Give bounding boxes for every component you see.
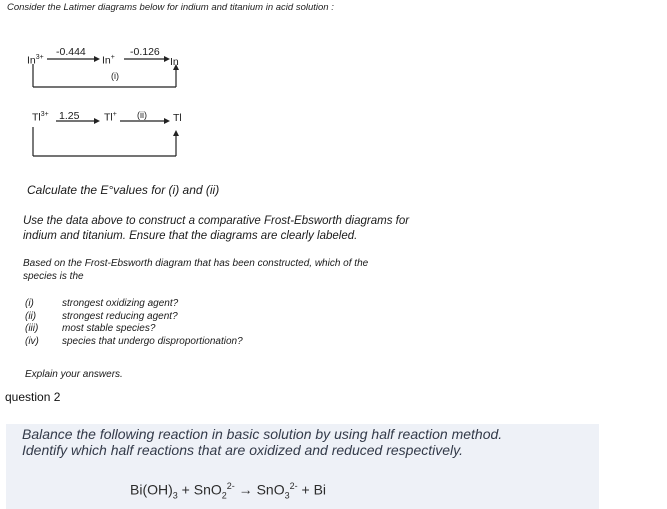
sub-question-item: (iv) species that undergo disproportionation?	[25, 335, 243, 347]
question2-line1: Balance the following reaction in basic solution by using half reaction method.	[22, 426, 503, 442]
reaction-equation: $Bi(OH)_3 + SnO_2^{2-} \to SnO_3^{2-} + Bi$	[130, 481, 327, 501]
indium-potential-2: -0.126	[130, 46, 160, 58]
indium-species-mid: In+	[102, 54, 115, 67]
tl-species-right: Tl	[173, 112, 182, 124]
indium-species-left: $In^{3+}$	[27, 54, 44, 67]
sub-question-item: (iii) most stable species?	[25, 323, 156, 334]
question2-line2: Identify which half reactions that are oxidized and reduced respectively.	[22, 442, 463, 458]
calc-prompt: Calculate the E°values for (i) and (ii)	[27, 183, 220, 197]
sub-question-list	[25, 298, 243, 348]
based-on-line2: species is the	[23, 271, 84, 282]
based-on-line1: Based on the Frost-Ebsworth diagram that has been constructed, which of the	[23, 258, 369, 269]
sub-question-item: (i) strongest oxidizing agent?	[25, 298, 179, 309]
indium-arrowhead-1	[94, 56, 100, 62]
tl-potential-2: (ii)	[137, 110, 147, 120]
explain-text: Explain your answers.	[25, 369, 123, 380]
tl-species-mid: Tl+	[104, 111, 117, 124]
frost-prompt-line2: indium and titanium. Ensure that the diagrams are clearly labeled.	[23, 230, 358, 242]
frost-prompt-line1: Use the data above to construct a comparative Frost-Ebsworth diagrams for	[23, 215, 410, 227]
sub-question-item: (ii) strongest reducing agent?	[25, 310, 178, 322]
indium-species-right: In	[170, 56, 179, 68]
tl-bracket-arrowhead	[173, 130, 179, 136]
tl-arrowhead-2	[164, 118, 170, 124]
tl-arrowhead-1	[94, 118, 100, 124]
tl-potential-1: 1.25	[59, 110, 80, 122]
question2-label: question 2	[5, 390, 61, 404]
intro-text: Consider the Latimer diagrams below for indium and titanium in acid solution :	[7, 2, 334, 13]
tl-species-left: $Tl^{3+}$	[32, 111, 49, 124]
indium-unknown-label: (i)	[111, 71, 119, 81]
indium-potential-1: -0.444	[56, 46, 86, 58]
